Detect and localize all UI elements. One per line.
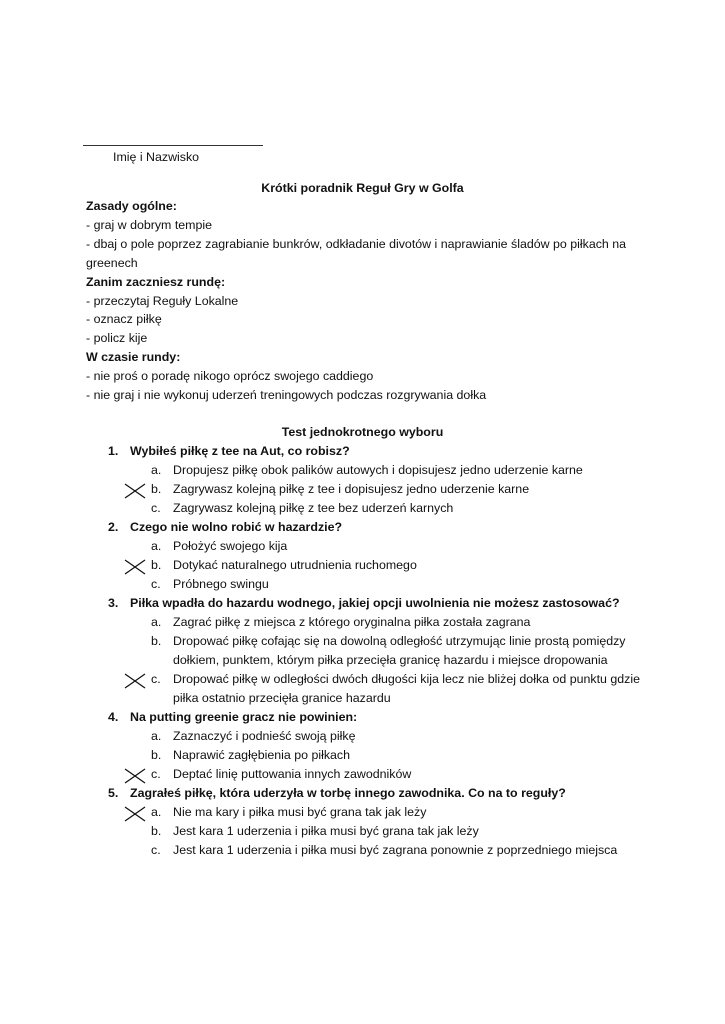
selected-answer-x-mark-icon	[124, 483, 146, 499]
rule-line: - graj w dobrym tempie	[86, 217, 213, 232]
question-number: 5.	[108, 786, 119, 800]
option-text: Położyć swojego kija	[173, 539, 288, 553]
question-text: Wybiłeś piłkę z tee na Aut, co robisz?	[130, 444, 350, 458]
answer-option[interactable]	[0, 632, 725, 670]
signature-line	[83, 145, 263, 146]
option-text: Jest kara 1 uderzenia i piłka musi być zagrana ponownie z poprzedniego miejsca	[173, 843, 618, 857]
option-letter: c.	[151, 843, 161, 857]
name-label: Imię i Nazwisko	[113, 150, 200, 164]
option-letter: b.	[151, 482, 162, 496]
question-text: Czego nie wolno robić w hazardzie?	[130, 520, 343, 534]
question-number: 4.	[108, 710, 119, 724]
question-5	[0, 784, 725, 803]
question-1	[0, 442, 725, 461]
quiz-title: Test jednokrotnego wyboru	[281, 425, 444, 439]
answer-option[interactable]	[0, 556, 725, 575]
option-letter: b.	[151, 748, 162, 762]
rule-line: - nie proś o poradę nikogo oprócz swojego caddiego	[86, 369, 374, 384]
quiz-list	[0, 442, 725, 860]
rules-intro	[86, 197, 646, 405]
question-3	[0, 594, 725, 613]
selected-answer-x-mark-icon	[124, 768, 146, 784]
answer-option[interactable]	[0, 727, 725, 746]
option-text: Zagrać piłkę z miejsca z którego oryginalna piłka została zagrana	[173, 615, 531, 629]
option-text: Nie ma kary i piłka musi być grana tak jak leży	[173, 805, 427, 819]
answer-option[interactable]	[0, 613, 725, 632]
answer-option[interactable]	[0, 575, 725, 594]
answer-option[interactable]	[0, 746, 725, 765]
question-number: 1.	[108, 444, 119, 458]
answer-option[interactable]	[0, 499, 725, 518]
option-letter: c.	[151, 672, 161, 686]
option-letter: c.	[151, 501, 161, 515]
option-text: Zaznaczyć i podnieść swoją piłkę	[173, 729, 356, 743]
answer-option[interactable]	[0, 461, 725, 480]
section-heading: Zasady ogólne:	[86, 199, 177, 213]
option-text: Dropować piłkę w odległości dwóch długości kija lecz nie bliżej dołka od punktu gdzie piłka ostatnio przecięła granice hazardu	[173, 672, 640, 705]
option-letter: a.	[151, 805, 162, 819]
question-text: Na putting greenie gracz nie powinien:	[130, 710, 358, 724]
option-letter: a.	[151, 463, 162, 477]
rule-line: - przeczytaj Reguły Lokalne	[86, 293, 239, 308]
option-letter: a.	[151, 729, 162, 743]
rule-line: - oznacz piłkę	[86, 312, 162, 327]
option-text: Jest kara 1 uderzenia i piłka musi być grana tak jak leży	[173, 824, 479, 838]
option-letter: a.	[151, 539, 162, 553]
rule-line: - nie graj i nie wykonuj uderzeń treningowych podczas rozgrywania dołka	[86, 388, 487, 403]
question-text: Zagrałeś piłkę, która uderzyła w torbę innego zawodnika. Co na to reguły?	[130, 786, 566, 800]
question-2	[0, 518, 725, 537]
option-text: Naprawić zagłębienia po piłkach	[173, 748, 351, 762]
rule-line: - dbaj o pole poprzez zagrabianie bunkrów, odkładanie divotów i naprawianie śladów po piłkach na greenech	[86, 236, 627, 270]
answer-option[interactable]	[0, 670, 725, 708]
section-heading: W czasie rundy:	[86, 350, 181, 365]
option-letter: c.	[151, 767, 161, 781]
answer-option[interactable]	[0, 803, 725, 822]
document-title: Krótki poradnik Reguł Gry w Golfa	[261, 181, 464, 195]
question-number: 2.	[108, 520, 119, 534]
selected-answer-x-mark-icon	[124, 673, 146, 689]
selected-answer-x-mark-icon	[124, 559, 146, 575]
question-text: Piłka wpadła do hazardu wodnego, jakiej opcji uwolnienia nie możesz zastosować?	[130, 596, 620, 610]
rule-line: - policz kije	[86, 331, 148, 346]
option-text: Dropujesz piłkę obok palików autowych i dopisujesz jedno uderzenie karne	[173, 463, 583, 477]
answer-option[interactable]	[0, 537, 725, 556]
question-number: 3.	[108, 596, 119, 610]
option-text: Próbnego swingu	[173, 577, 269, 591]
option-text: Dotykać naturalnego utrudnienia ruchomego	[173, 558, 417, 572]
option-letter: c.	[151, 577, 161, 591]
section-heading: Zanim zaczniesz rundę:	[86, 274, 226, 289]
option-text: Dropować piłkę cofając się na dowolną odległość utrzymując linie prostą pomiędzy dołkiem, punktem, którym piłka przecięła granicę hazardu i miejsce dropowania	[173, 634, 626, 667]
question-4	[0, 708, 725, 727]
answer-option[interactable]	[0, 480, 725, 499]
option-letter: b.	[151, 558, 162, 572]
option-letter: b.	[151, 634, 162, 648]
answer-option[interactable]	[0, 841, 725, 860]
option-text: Zagrywasz kolejną piłkę z tee bez uderzeń karnych	[173, 501, 454, 515]
option-letter: b.	[151, 824, 162, 838]
answer-option[interactable]	[0, 822, 725, 841]
option-letter: a.	[151, 615, 162, 629]
option-text: Deptać linię puttowania innych zawodników	[173, 767, 412, 781]
option-text: Zagrywasz kolejną piłkę z tee i dopisujesz jedno uderzenie karne	[173, 482, 530, 496]
selected-answer-x-mark-icon	[124, 806, 146, 822]
answer-option[interactable]	[0, 765, 725, 784]
